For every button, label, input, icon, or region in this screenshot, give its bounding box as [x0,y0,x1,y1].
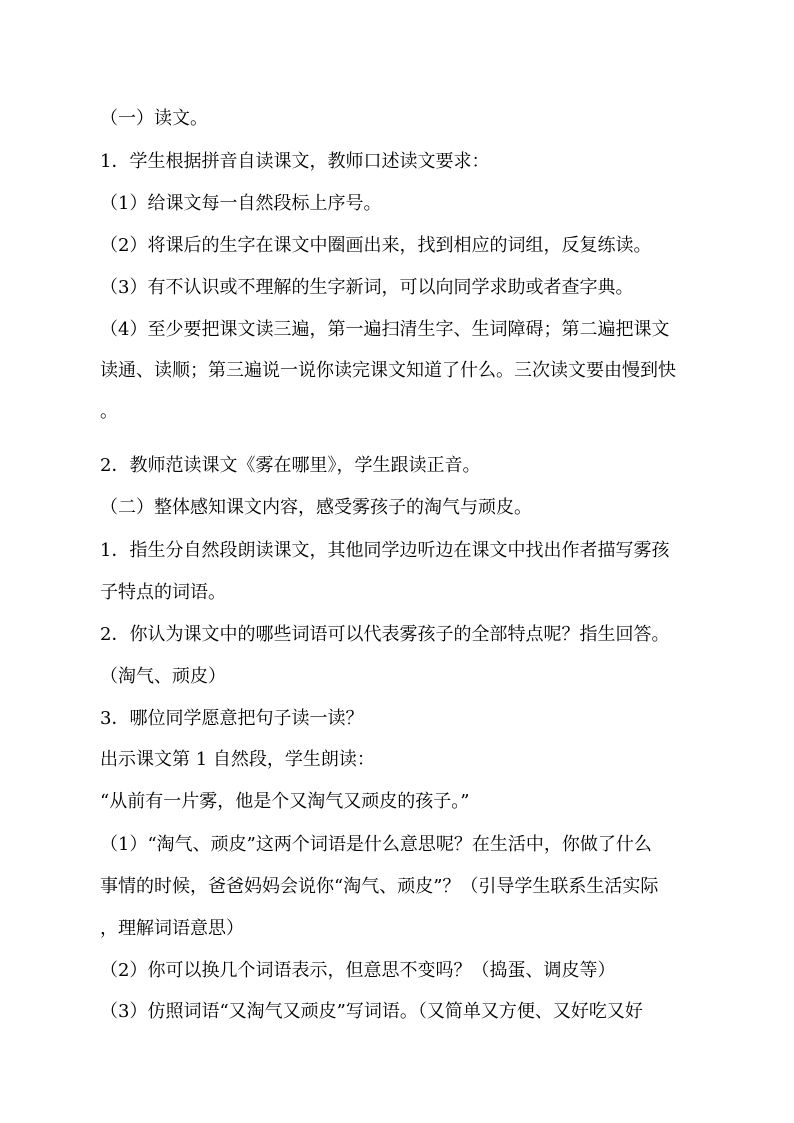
paragraph-line: 3．哪位同学愿意把句子读一读？ [100,708,364,729]
paragraph-line: （淘气、顽皮） [100,666,226,687]
paragraph-line: （4）至少要把课文读三遍，第一遍扫清生字、生词障碍；第二遍把课文 [100,319,670,340]
paragraph-line: 事情的时候，爸爸妈妈会说你“淘气、顽皮”？（引导学生联系生活实际 [100,876,659,897]
paragraph-line: 1．学生根据拼音自读课文，教师口述读文要求： [100,151,490,172]
paragraph-line: （3）有不认识或不理解的生字新词，可以向同学求助或者查字典。 [100,277,634,298]
paragraph-line: 读通、读顺；第三遍说一说你读完课文知道了什么。三次读文要由慢到快 [100,360,676,381]
quoted-sentence: “从前有一片雾，他是个又淘气又顽皮的孩子。” [100,791,470,812]
paragraph-line: （1）给课文每一自然段标上序号。 [100,193,382,214]
paragraph-line: 。 [100,401,118,422]
paragraph-line: （2）你可以换几个词语表示，但意思不变吗？（捣蛋、调皮等） [100,960,616,981]
section-heading-overview: （二）整体感知课文内容，感受雾孩子的淘气与顽皮。 [100,497,532,518]
paragraph-line: （3）仿照词语“又淘气又顽皮”写词语。（又简单又方便、又好吃又好 [100,1001,643,1022]
paragraph-line: ，理解词语意思） [100,918,244,939]
paragraph-line: 出示课文第 1 自然段，学生朗读： [100,749,375,770]
paragraph-line: （2）将课后的生字在课文中圈画出来，找到相应的词组，反复练读。 [100,235,652,256]
paragraph-line: 1．指生分自然段朗读课文，其他同学边听边在课文中找出作者描写雾孩 [100,540,670,561]
paragraph-line: （1）“淘气、顽皮”这两个词语是什么意思呢？在生活中，你做了什么 [100,834,652,855]
paragraph-line: 子特点的词语。 [100,582,226,603]
paragraph-line: 2．你认为课文中的哪些词语可以代表雾孩子的全部特点呢？指生回答。 [100,624,670,645]
paragraph-line: 2．教师范读课文《雾在哪里》，学生跟读正音。 [100,455,481,476]
section-heading-read-text: （一）读文。 [100,108,208,129]
